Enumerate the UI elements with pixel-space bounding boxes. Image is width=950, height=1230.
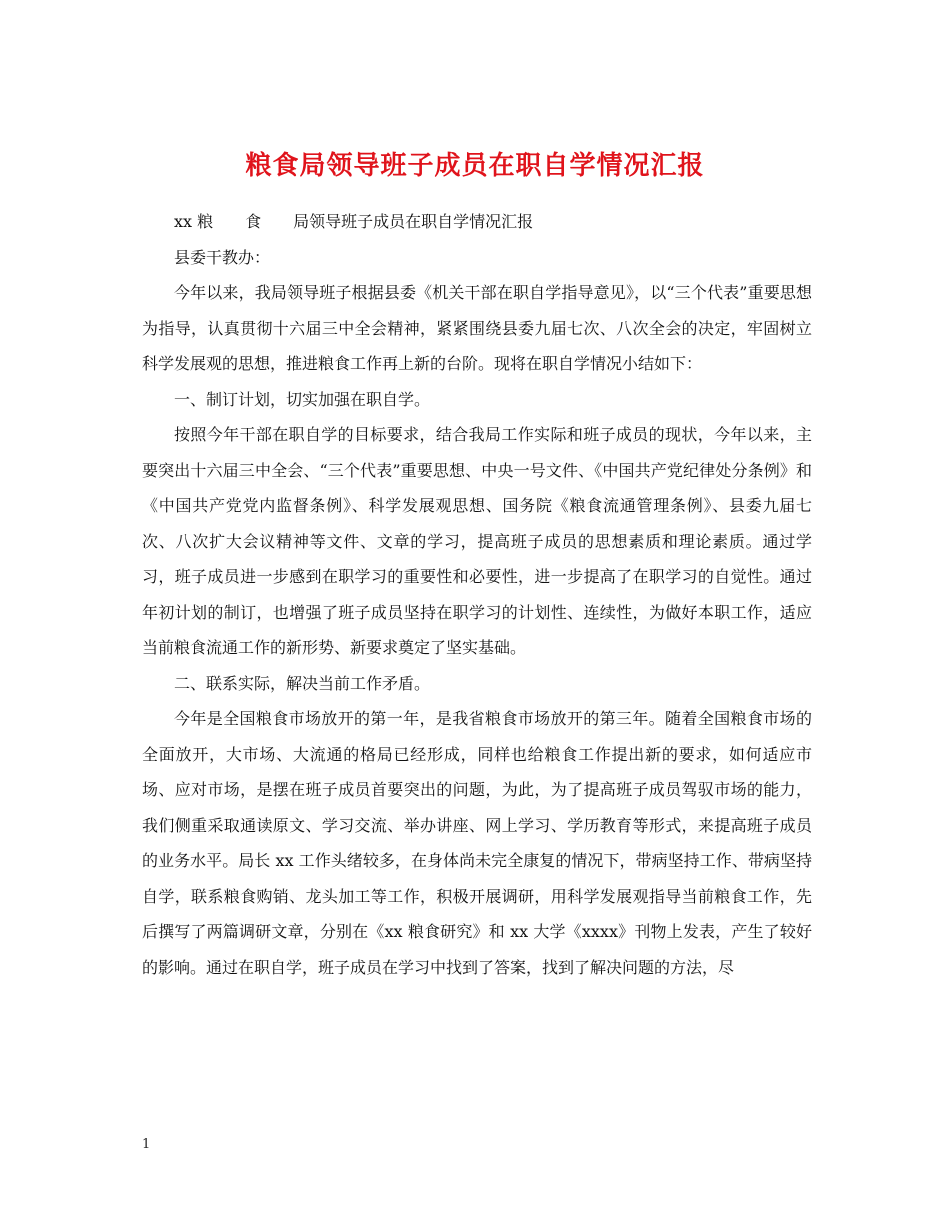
section-2-paragraph: 今年是全国粮食市场放开的第一年，是我省粮食市场放开的第三年。随着全国粮食市场的全面放开，大市场、大流通的格局已经形成，同样也给粮食工作提出新的要求，如何适应市场、应对市场，是摆在班子成员首要突出的问题，为此，为了提高班子成员驾驭市场的能力，我们侧重采取通读原文、学习交流、举办讲座、网上学习、学历教育等形式，来提高班子成员的业务水平。局长 xx 工作头绪较多，在身体尚未完全康复的情况下，带病坚持工作、带病坚持自学，联系粮食购销、龙头加工等工作，积极开展调研，用科学发展观指导当前粮食工作，先后撰写了两篇调研文章，分别在《xx 粮食研究》和 xx 大学《xxxx》刊物上发表，产生了较好的影响。通过在职自学，班子成员在学习中找到了答案，找到了解决问题的方法，尽 xyxy=(142,709,812,977)
report-heading-line: xx 粮 食 局领导班子成员在职自学情况汇报 xyxy=(174,212,534,231)
section-1-paragraph: 按照今年干部在职自学的目标要求，结合我局工作实际和班子成员的现状，今年以来，主要突出十六届三中全会、“三个代表”重要思想、中央一号文件、《中国共产党纪律处分条例》和《中国共产党党内监督条例》、科学发展观思想、国务院《粮食流通管理条例》、县委九届七次、八次扩大会议精神等文件、文章的学习，提高班子成员的思想素质和理论素质。通过学习，班子成员进一步感到在职学习的重要性和必要性，进一步提高了在职学习的自觉性。通过年初计划的制订，也增强了班子成员坚持在职学习的计划性、连续性，为做好本职工作，适应当前粮食流通工作的新形势、新要求奠定了坚实基础。 xyxy=(142,425,812,657)
recipient-line: 县委干教办： xyxy=(174,247,271,267)
document-body xyxy=(142,204,812,985)
document-title: 粮食局领导班子成员在职自学情况汇报 xyxy=(245,151,705,182)
section-heading-1: 一、制订计划，切实加强在职自学。 xyxy=(174,389,431,409)
page-number: 1 xyxy=(142,1137,151,1152)
intro-paragraph: 今年以来，我局领导班子根据县委《机关干部在职自学指导意见》，以“三个代表”重要思想为指导，认真贯彻十六届三中全会精神，紧紧围绕县委九届七次、八次全会的决定，牢固树立科学发展观的思想，推进粮食工作再上新的台阶。现将在职自学情况小结如下： xyxy=(142,283,812,373)
section-heading-2: 二、联系实际，解决当前工作矛盾。 xyxy=(174,673,431,693)
